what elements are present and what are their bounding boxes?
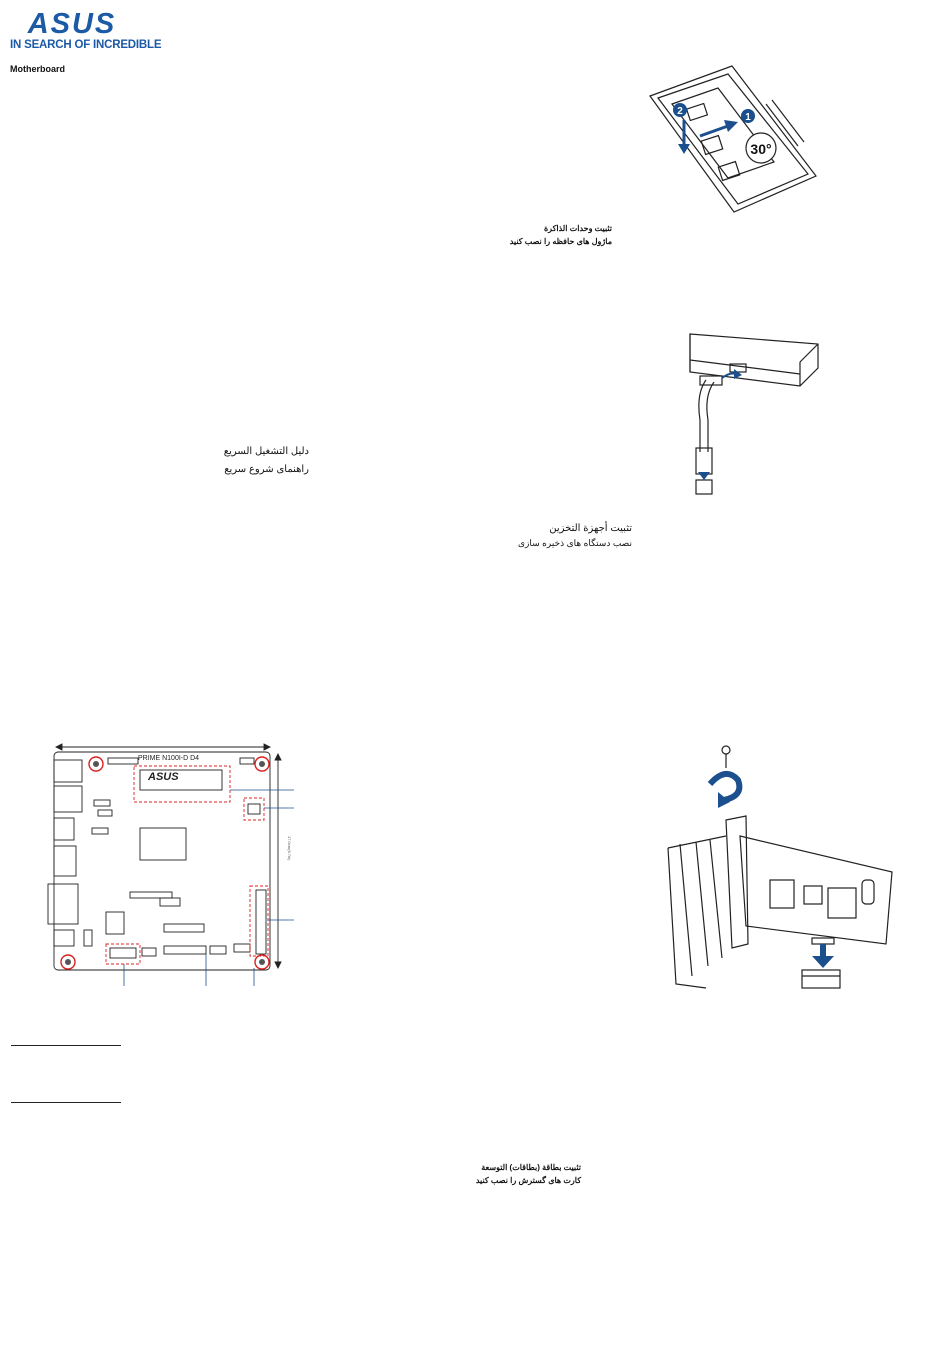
quick-start-title-ar: دليل التشغيل السريع <box>223 446 309 457</box>
storage-title-ar: تثبيت أجهزة التخزين <box>549 523 632 534</box>
footnote-rule <box>11 1045 121 1046</box>
storage-title-fa: نصب دستگاه های ذخيره سازی <box>517 538 632 548</box>
asus-logo <box>10 10 162 52</box>
svg-text:17.0cm(6.7in): 17.0cm(6.7in) <box>287 836 292 861</box>
asus-logo-mark <box>10 10 134 36</box>
product-type-label: Motherboard <box>10 64 65 74</box>
svg-text:30°: 30° <box>750 141 772 157</box>
brand-tagline: IN SEARCH OF INCREDIBLE <box>10 39 162 51</box>
svg-text:ASUS: ASUS <box>148 771 179 783</box>
svg-text:1: 1 <box>745 112 751 123</box>
memory-title-ar: تثبيت وحدات الذاكرة <box>543 224 612 233</box>
footnote-rule <box>11 1102 121 1103</box>
motherboard-layout-diagram <box>44 740 294 986</box>
svg-text:ASUS: ASUS <box>27 10 117 36</box>
expansion-card-install-illustration <box>666 744 896 992</box>
expansion-title-ar: تثبيت بطاقة (بطاقات) التوسعة <box>481 1163 581 1172</box>
svg-text:PRIME N100I-D D4: PRIME N100I-D D4 <box>138 755 200 762</box>
svg-text:2: 2 <box>677 106 683 117</box>
storage-install-illustration <box>670 324 820 502</box>
memory-install-illustration <box>648 64 818 216</box>
quick-start-title-fa: راهنمای شروع سريع <box>224 464 309 475</box>
expansion-title-fa: کارت های گسترش را نصب کنيد <box>475 1176 581 1185</box>
memory-title-fa: ماژول های حافظه را نصب کنيد <box>509 237 612 246</box>
